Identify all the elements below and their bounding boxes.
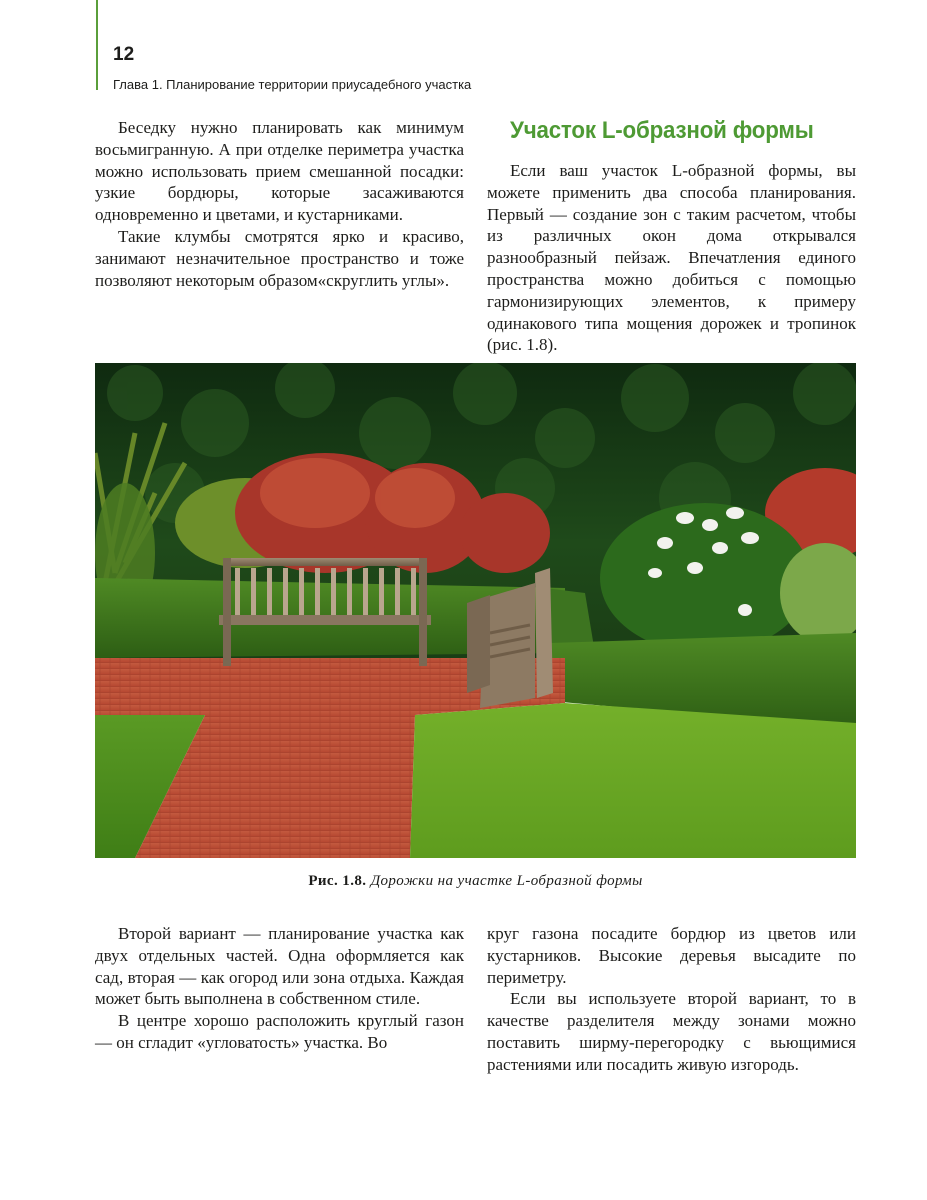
text-column-left-top	[95, 117, 464, 291]
paragraph: Такие клумбы смотрятся ярко и красиво, занимают незначительное пространство и тоже позволяют некоторым образом«скруглить углы».	[95, 226, 464, 290]
margin-rule	[96, 0, 98, 90]
paragraph: Беседку нужно планировать как минимум восьмигранную. А при отделке периметра участка можно использовать прием смешанной посадки: узкие бордюры, которые засаживаются одновременно и цветами, и кустарниками.	[95, 118, 464, 225]
paragraph: Второй вариант — планирование участка как двух отдельных частей. Одна оформляется как сад, вторая — как огород или зона отдыха. Каждая может быть выполнена в собственном стиле.	[95, 924, 464, 1009]
paragraph: Если ваш участок L-образной формы, вы можете применить два способа планирования. Первый — создание зон с таким расчетом, чтобы из различных окон дома открывался разнообразный пейзаж. Впечатления единого пространства можно добиться с помощью гармонизирующих элементов, к примеру одинакового типа мощения дорожек и тропинок (рис. 1.8).	[487, 161, 856, 355]
paragraph: Если вы используете второй вариант, то в качестве разделителя между зонами можно поставить ширму-перегородку с вьющимися растениями или посадить живую изгородь.	[487, 989, 856, 1074]
text-column-left-bottom	[95, 923, 464, 1054]
text-column-right-top	[487, 160, 856, 356]
figure-label: Рис. 1.8.	[308, 873, 367, 889]
section-heading: Участок L-образной формы	[510, 117, 814, 144]
garden-photo	[95, 363, 856, 858]
text-column-right-bottom	[487, 923, 856, 1076]
figure-caption	[95, 873, 856, 890]
paragraph: В центре хорошо расположить круглый газон — он сгладит «угловатость» участка. Во	[95, 1011, 464, 1052]
figure-title: Дорожки на участке L-образной формы	[370, 873, 643, 889]
paragraph: круг газона посадите бордюр из цветов или кустарников. Высокие деревья высадите по периметру.	[487, 924, 856, 987]
page-number: 12	[113, 44, 135, 65]
running-header: Глава 1. Планирование территории приусадебного участка	[113, 77, 472, 92]
